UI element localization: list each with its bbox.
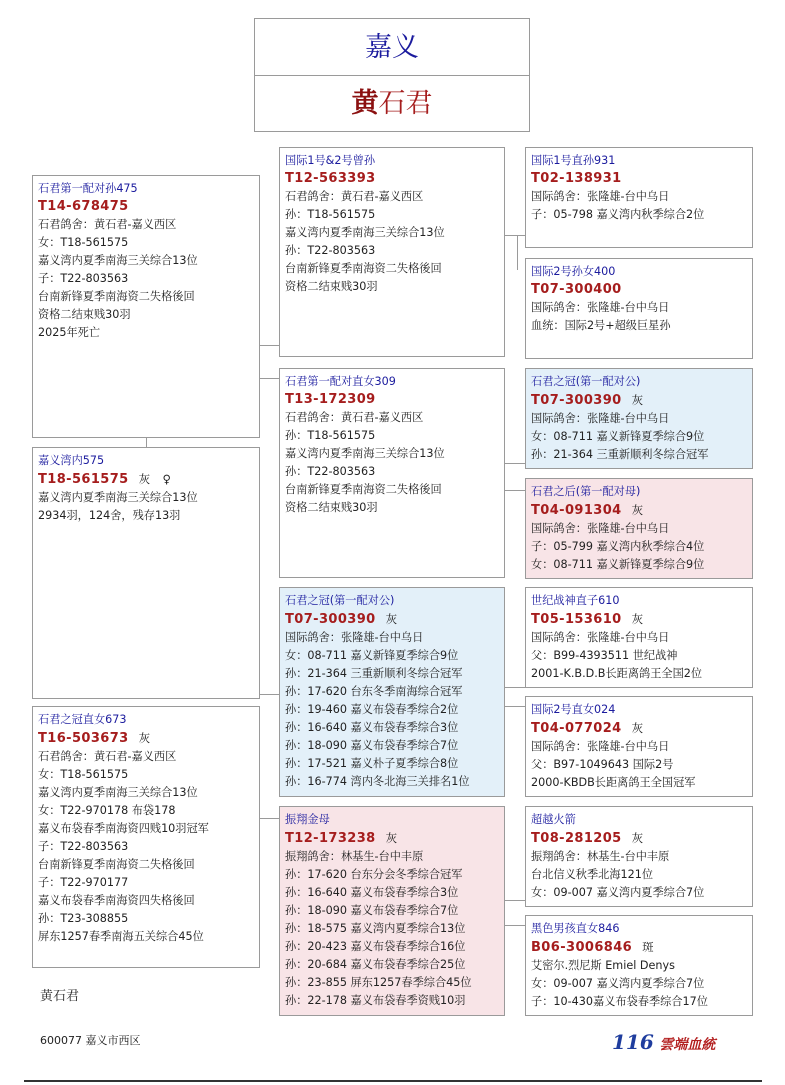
bird-info-line: 石君鸽舍：黄石君-嘉义西区 xyxy=(285,411,424,424)
ring-number xyxy=(531,501,752,520)
bird-info-line: 石君鸽舍：黄石君-嘉义西区 xyxy=(38,218,177,231)
connector-line xyxy=(505,687,525,688)
color-sex-tag: 灰 xyxy=(631,393,644,407)
ring-number xyxy=(285,610,504,629)
ring-number xyxy=(531,610,752,629)
bird-info-line: 孙：23-855 屏东1257春季综合45位 xyxy=(285,976,472,989)
connector-line xyxy=(517,235,518,270)
bird-title: 超越火箭 xyxy=(531,813,576,826)
pedigree-box-dam-sibling[interactable] xyxy=(32,706,260,968)
color-sex-tag: 灰 xyxy=(631,503,644,517)
pedigree-header xyxy=(254,18,530,132)
ring-number xyxy=(531,391,752,410)
bird-info-line: 孙：18-575 嘉义湾内夏季综合13位 xyxy=(285,922,466,935)
pedigree-box-dam-sire[interactable] xyxy=(279,587,505,797)
bird-title: 振翔金母 xyxy=(285,813,330,826)
bird-info-line: 2001-K.B.D.B长距离鸽王全国2位 xyxy=(531,667,703,680)
bird-info-line: 国际鸽舍：张隆雄-台中乌日 xyxy=(531,412,670,425)
bird-info-line: 台北信义秋季北海121位 xyxy=(531,868,654,881)
bird-info-line: 女：08-711 嘉义新锋夏季综合9位 xyxy=(285,649,459,662)
ring-number xyxy=(38,198,259,216)
ring-number-text: T12-563393 xyxy=(285,171,376,186)
bird-info-line: 国际鸽舍：张隆雄-台中乌日 xyxy=(531,740,670,753)
bird-info-line: 子：10-430嘉义布袋春季综合17位 xyxy=(531,995,708,1008)
ring-number-text: T13-172309 xyxy=(285,392,376,407)
connector-line xyxy=(505,900,525,901)
ring-number-text: T02-138931 xyxy=(531,171,622,186)
bird-info-line: 孙：T18-561575 xyxy=(285,208,376,221)
bird-info-line: 石君鸽舍：黄石君-嘉义西区 xyxy=(285,190,424,203)
bird-info-line: 女：08-711 嘉义新锋夏季综合9位 xyxy=(531,558,705,571)
color-sex-tag: 斑 xyxy=(642,940,655,954)
color-sex-tag: 灰 xyxy=(385,612,398,626)
connector-line xyxy=(260,694,279,695)
connector-line xyxy=(260,378,279,379)
connector-line xyxy=(260,345,279,346)
bird-info-line: 国际鸽舍：张隆雄-台中乌日 xyxy=(531,190,670,203)
bird-info-line: 嘉义湾内夏季南海三关综合13位 xyxy=(285,226,445,239)
ring-number-text: T14-678475 xyxy=(38,199,129,214)
pedigree-box-dam-dam[interactable] xyxy=(279,806,505,1016)
color-sex-tag: 灰 xyxy=(631,612,644,626)
bird-title: 国际2号直女024 xyxy=(531,703,616,716)
color-sex-tag: 灰 xyxy=(631,831,644,845)
bird-info-line: 嘉义湾内夏季南海三关综合13位 xyxy=(38,491,198,504)
bird-info-line: 嘉义湾内夏季南海三关综合13位 xyxy=(285,447,445,460)
bird-title: 石君第一配对直女309 xyxy=(285,375,396,388)
bird-title: 嘉义湾内575 xyxy=(38,454,105,467)
bird-info-line: 资格二结束贱30羽 xyxy=(38,308,131,321)
owner-address: 600077 嘉义市西区 xyxy=(40,1034,141,1047)
bird-info-line: 血统：国际2号+超级巨星孙 xyxy=(531,319,671,332)
bird-title: 石君之冠直女673 xyxy=(38,713,127,726)
bird-info-line: 国际鸽舍：张隆雄-台中乌日 xyxy=(285,631,424,644)
bird-info-line: 资格二结束贱30羽 xyxy=(285,280,378,293)
bird-info-line: 孙：20-684 嘉义布袋春季综合25位 xyxy=(285,958,466,971)
bird-info-line: 子：T22-970177 xyxy=(38,876,129,889)
bird-info-line: 孙：T22-803563 xyxy=(285,465,376,478)
bird-info-line: 振翔鸽舍：林基生-台中丰原 xyxy=(285,850,424,863)
bird-info-line: 资格二结束贱30羽 xyxy=(285,501,378,514)
ring-number-text: T05-153610 xyxy=(531,612,622,627)
bird-info-line: 孙：17-620 台东分会冬季综合冠军 xyxy=(285,868,463,881)
bird-info-line: 嘉义布袋春季南海资四失格後回 xyxy=(38,894,195,907)
ring-number xyxy=(285,391,504,409)
ring-number xyxy=(285,170,504,188)
connector-line xyxy=(505,490,525,491)
bird-info-line: 女：08-711 嘉义新锋夏季综合9位 xyxy=(531,430,705,443)
bird-info-line: 孙：21-364 三重新顺利冬综合冠军 xyxy=(285,667,463,680)
bird-info-line: 父：B97-1049643 国际2号 xyxy=(531,758,674,771)
ring-number xyxy=(531,719,752,738)
pedigree-box-dsd[interactable] xyxy=(525,696,753,797)
bottom-rule xyxy=(24,1080,762,1082)
bird-info-line: 国际鸽舍：张隆雄-台中乌日 xyxy=(531,301,670,314)
ring-number xyxy=(285,829,504,848)
pedigree-box-dam[interactable] xyxy=(32,447,260,699)
bird-info-line: 女：T22-970178 布袋178 xyxy=(38,804,176,817)
pedigree-box-sss[interactable] xyxy=(525,147,753,248)
bird-info-line: 孙：21-364 三重新顺利冬综合冠军 xyxy=(531,448,709,461)
color-sex-tag: 灰 xyxy=(385,831,398,845)
header-owner-name: 黄石君 xyxy=(351,88,433,119)
bird-info-line: 石君鸽舍：黄石君-嘉义西区 xyxy=(38,750,177,763)
ring-number xyxy=(531,938,752,957)
bird-info-line: 孙：18-090 嘉义布袋春季综合7位 xyxy=(285,739,459,752)
bird-title: 石君第一配对孙475 xyxy=(38,182,138,195)
bird-info-line: 孙：19-460 嘉义布袋春季综合2位 xyxy=(285,703,459,716)
bird-info-line: 2025年死亡 xyxy=(38,326,101,339)
bird-info-line: 屏东1257春季南海五关综合45位 xyxy=(38,930,204,943)
bird-title: 石君之后(第一配对母) xyxy=(531,485,641,498)
ring-number xyxy=(531,281,752,299)
bird-info-line: 女：T18-561575 xyxy=(38,768,129,781)
bird-info-line: 国际鸽舍：张隆雄-台中乌日 xyxy=(531,522,670,535)
bird-info-line: 孙：20-423 嘉义布袋春季综合16位 xyxy=(285,940,466,953)
bird-info-line: 孙：16-640 嘉义布袋春季综合3位 xyxy=(285,721,459,734)
bird-info-line: 孙：16-640 嘉义布袋春季综合3位 xyxy=(285,886,459,899)
bird-title: 黑色男孩直女846 xyxy=(531,922,620,935)
bird-title: 世纪战神直子610 xyxy=(531,594,620,607)
bird-title: 国际1号&2号曾孙 xyxy=(285,154,376,167)
connector-line xyxy=(505,925,525,926)
pedigree-box-sire-sire[interactable] xyxy=(279,147,505,357)
connector-line xyxy=(505,706,525,707)
bird-title: 石君之冠(第一配对公) xyxy=(285,594,395,607)
ring-number-text: T04-077024 xyxy=(531,721,622,736)
color-sex-tag: 灰 xyxy=(631,721,644,735)
bird-title: 国际2号孙女400 xyxy=(531,265,616,278)
bird-info-line: 嘉义湾内夏季南海三关综合13位 xyxy=(38,254,198,267)
header-location: 嘉义 xyxy=(255,19,529,76)
bird-info-line: 孙：17-620 台东冬季南海综合冠军 xyxy=(285,685,463,698)
bird-info-line: 孙：22-178 嘉义布袋春季资贱10羽 xyxy=(285,994,466,1007)
bird-info-line: 女：09-007 嘉义湾内夏季综合7位 xyxy=(531,886,705,899)
bird-info-line: 子：T22-803563 xyxy=(38,272,129,285)
bird-info-line: 台南新锋夏季南海资二失格後回 xyxy=(38,858,195,871)
bird-info-line: 2934羽，124舍，残存13羽 xyxy=(38,509,181,522)
bird-info-line: 嘉义湾内夏季南海三关综合13位 xyxy=(38,786,198,799)
pedigree-box-sire-dam[interactable] xyxy=(279,368,505,578)
bird-info-line: 振翔鸽舍：林基生-台中丰原 xyxy=(531,850,670,863)
ring-number-text: T07-300400 xyxy=(531,282,622,297)
pedigree-box-sire[interactable] xyxy=(32,175,260,438)
bird-info-line: 子：05-798 嘉义湾内秋季综合2位 xyxy=(531,208,705,221)
ring-number-text: T12-173238 xyxy=(285,831,376,846)
ring-number-text: B06-3006846 xyxy=(531,940,633,955)
color-sex-tag: 灰 ♀ xyxy=(138,472,172,486)
bird-info-line: 2000-KBDB长距离鸽王全国冠军 xyxy=(531,776,696,789)
connector-line xyxy=(260,818,279,819)
bird-info-line: 女：T18-561575 xyxy=(38,236,129,249)
bird-info-line: 子：05-799 嘉义湾内秋季综合4位 xyxy=(531,540,705,553)
pedigree-box-ssd[interactable] xyxy=(525,258,753,359)
connector-line xyxy=(505,235,525,236)
pedigree-box-sdd[interactable] xyxy=(525,478,753,579)
bird-info-line: 台南新锋夏季南海资二失格後回 xyxy=(38,290,195,303)
bird-title: 国际1号直孙931 xyxy=(531,154,616,167)
ring-number-text: T04-091304 xyxy=(531,503,622,518)
bird-info-line: 艾密尔.烈尼斯 Emiel Denys xyxy=(531,959,675,972)
ring-number-text: T08-281205 xyxy=(531,831,622,846)
pedigree-box-ddd[interactable] xyxy=(525,915,753,1016)
owner-name: 黄石君 xyxy=(40,989,80,1004)
bird-info-line: 台南新锋夏季南海资二失格後回 xyxy=(285,262,442,275)
ring-number xyxy=(531,829,752,848)
bird-info-line: 嘉义布袋春季南海资四贱10羽冠军 xyxy=(38,822,209,835)
bird-info-line: 孙：T22-803563 xyxy=(285,244,376,257)
bird-info-line: 孙：T23-308855 xyxy=(38,912,129,925)
ring-number xyxy=(38,470,259,489)
ring-number-text: T16-503673 xyxy=(38,731,129,746)
ring-number-text: T07-300390 xyxy=(285,612,376,627)
color-sex-tag: 灰 xyxy=(138,731,151,745)
bird-info-line: 子：T22-803563 xyxy=(38,840,129,853)
connector-line xyxy=(146,438,147,447)
ring-number-text: T18-561575 xyxy=(38,472,129,487)
pedigree-box-dds[interactable] xyxy=(525,806,753,907)
bird-info-line: 孙：T18-561575 xyxy=(285,429,376,442)
bird-info-line: 孙：17-521 嘉义朴子夏季综合8位 xyxy=(285,757,459,770)
pedigree-box-sds[interactable] xyxy=(525,368,753,469)
pedigree-box-dss[interactable] xyxy=(525,587,753,688)
ring-number xyxy=(38,729,259,748)
brand-logo: 116 雲端血統 xyxy=(612,1030,716,1054)
bird-info-line: 孙：18-090 嘉义布袋春季综合7位 xyxy=(285,904,459,917)
bird-info-line: 台南新锋夏季南海资二失格後回 xyxy=(285,483,442,496)
connector-line xyxy=(505,463,525,464)
bird-info-line: 孙：16-774 湾内冬北海三关排名1位 xyxy=(285,775,470,788)
bird-info-line: 父：B99-4393511 世纪战神 xyxy=(531,649,678,662)
ring-number xyxy=(531,170,752,188)
ring-number-text: T07-300390 xyxy=(531,393,622,408)
bird-info-line: 国际鸽舍：张隆雄-台中乌日 xyxy=(531,631,670,644)
bird-title: 石君之冠(第一配对公) xyxy=(531,375,641,388)
bird-info-line: 女：09-007 嘉义湾内夏季综合7位 xyxy=(531,977,705,990)
